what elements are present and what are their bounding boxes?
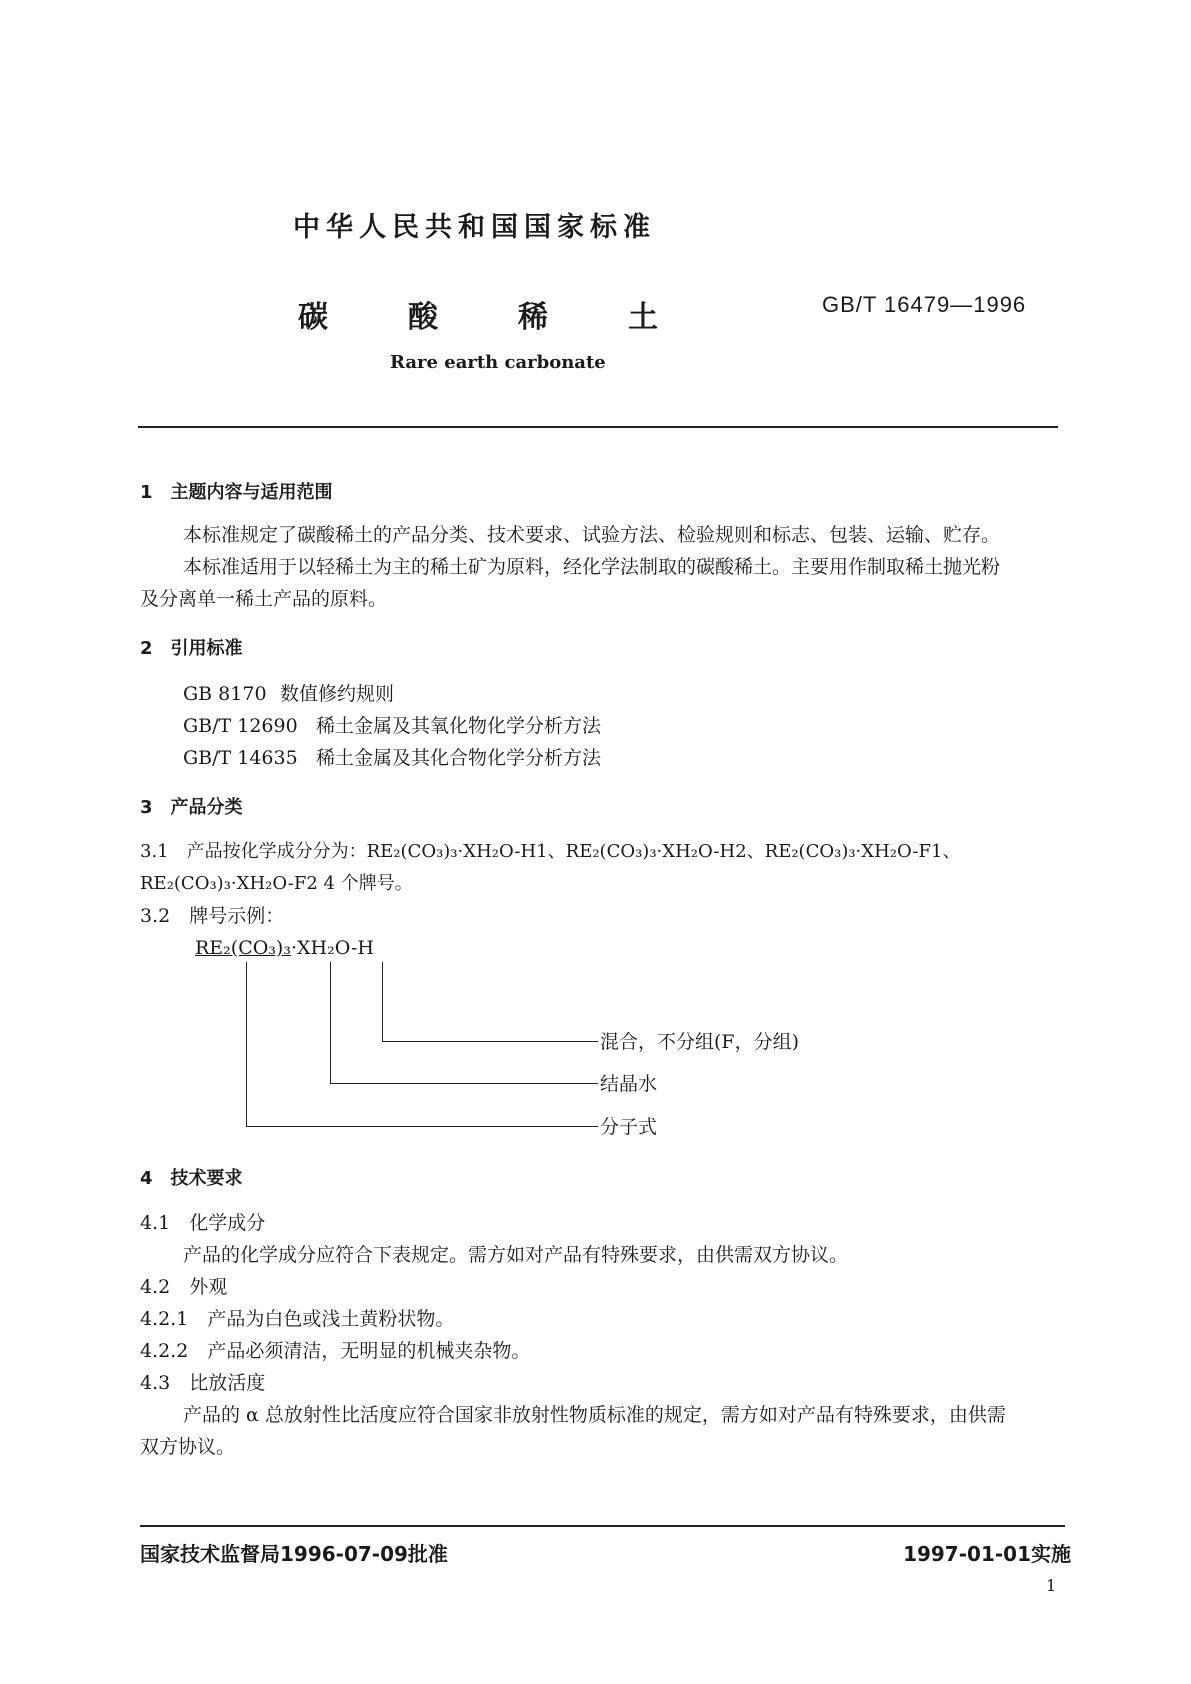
paragraph: 产品的 α 总放射性比活度应符合国家非放射性物质标准的规定，需方如对产品有特殊要求，由供需 bbox=[183, 1404, 1006, 1426]
header-rule bbox=[138, 426, 1058, 428]
paragraph: 产品的化学成分应符合下表规定。需方如对产品有特殊要求，由供需双方协议。 bbox=[183, 1244, 849, 1266]
formula-suffix: ·XH₂O-H bbox=[290, 937, 374, 959]
diagram-line bbox=[382, 1041, 598, 1042]
approval-date: 国家技术监督局1996-07-09批准 bbox=[140, 1542, 448, 1566]
title-char: 酸 bbox=[408, 300, 438, 335]
diagram-line bbox=[246, 962, 247, 1127]
ref-code: GB/T 14635 bbox=[183, 747, 298, 769]
diagram-line bbox=[382, 962, 383, 1042]
section-3-heading: 3 产品分类 bbox=[140, 797, 243, 818]
section-4-heading: 4 技术要求 bbox=[140, 1168, 243, 1189]
paragraph: 双方协议。 bbox=[140, 1436, 236, 1458]
formula bbox=[195, 936, 374, 960]
diagram-line bbox=[246, 1126, 598, 1127]
formula-molecular: RE₂(CO₃)₃ bbox=[195, 937, 291, 959]
ref-title: 稀土金属及其氧化物化学分析方法 bbox=[316, 715, 602, 737]
paragraph: 4.1 化学成分 bbox=[140, 1212, 266, 1234]
diagram-label: 结晶水 bbox=[600, 1073, 658, 1095]
paragraph: 本标准规定了碳酸稀土的产品分类、技术要求、试验方法、检验规则和标志、包装、运输、贮存。 bbox=[183, 524, 1001, 546]
effective-date: 1997-01-01实施 bbox=[903, 1542, 1071, 1566]
diagram-label: 分子式 bbox=[600, 1116, 658, 1138]
section-2-heading: 2 引用标准 bbox=[140, 638, 243, 659]
ref-code: GB 8170 bbox=[183, 683, 267, 705]
page-number: 1 bbox=[1046, 1576, 1057, 1595]
diagram-line bbox=[330, 1083, 598, 1084]
paragraph: 3.1 产品按化学成分分为：RE₂(CO₃)₃·XH₂O-H1、RE₂(CO₃)₃·XH₂O-H2、RE₂(CO₃)₃·XH₂O-F1、 bbox=[140, 841, 961, 862]
paragraph: 4.2.2 产品必须清洁，无明显的机械夹杂物。 bbox=[140, 1340, 531, 1362]
paragraph: RE₂(CO₃)₃·XH₂O-F2 4 个牌号。 bbox=[140, 873, 413, 894]
title-char: 稀 bbox=[518, 300, 548, 335]
diagram-line bbox=[330, 962, 331, 1084]
org-title: 中华人民共和国国家标准 bbox=[293, 212, 656, 243]
ref-title: 数值修约规则 bbox=[280, 683, 395, 705]
footer-rule bbox=[140, 1525, 1065, 1527]
paragraph: 3.2 牌号示例： bbox=[140, 905, 285, 927]
english-title: Rare earth carbonate bbox=[390, 352, 606, 373]
ref-title: 稀土金属及其化合物化学分析方法 bbox=[316, 747, 602, 769]
paragraph: 4.2.1 产品为白色或浅土黄粉状物。 bbox=[140, 1308, 455, 1330]
paragraph: 4.3 比放活度 bbox=[140, 1372, 266, 1394]
diagram-label: 混合，不分组(F，分组) bbox=[600, 1031, 800, 1053]
paragraph: 及分离单一稀土产品的原料。 bbox=[140, 588, 388, 610]
title-char: 碳 bbox=[298, 300, 328, 335]
paragraph: 4.2 外观 bbox=[140, 1276, 228, 1298]
title-char: 土 bbox=[628, 300, 658, 335]
ref-code: GB/T 12690 bbox=[183, 715, 298, 737]
paragraph: 本标准适用于以轻稀土为主的稀土矿为原料，经化学法制取的碳酸稀土。主要用作制取稀土抛光粉 bbox=[183, 556, 1001, 578]
section-1-heading: 1 主题内容与适用范围 bbox=[140, 482, 333, 503]
standard-number: GB/T 16479—1996 bbox=[822, 292, 1027, 317]
